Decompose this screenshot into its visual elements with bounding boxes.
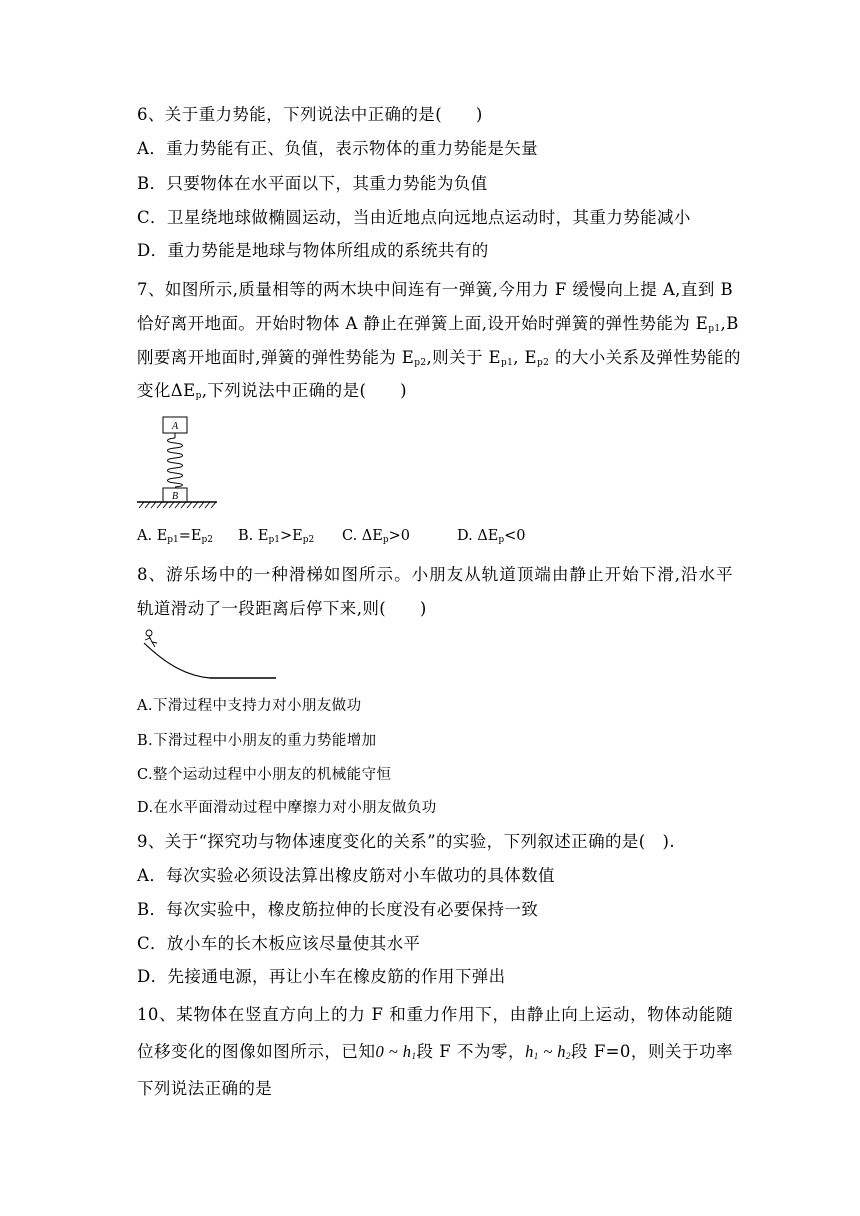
q9-option-b: B．每次实验中，橡皮筋拉伸的长度没有必要保持一致	[137, 900, 539, 919]
q7-option-d: D. $\Delta E_p<0$	[457, 528, 526, 545]
q9-option-a: A．每次实验必须设法算出橡皮筋对小车做功的具体数值	[137, 866, 555, 885]
q7-stem-line4: 变化$\Delta E_p$,下列说法中正确的是( )	[137, 381, 407, 401]
q8-option-c: C.整个运动过程中小朋友的机械能守恒	[137, 767, 392, 783]
q7-spring-figure	[135, 414, 220, 512]
q7-stem-line3: 刚要离开地面时,弹簧的弹性势能为 $E_{p2}$,则关于 $E_{p1}$, $E_{p2}$ 的大小关系及弹性势能的	[137, 348, 741, 368]
q7-option-a: A. $E_{p1}=E_{p2}$	[137, 528, 214, 545]
ground-hatch	[139, 502, 216, 508]
q6-option-a: A．重力势能有正、负值，表示物体的重力势能是矢量	[137, 139, 539, 158]
q8-stem-line2: 轨道滑动了一段距离后停下来,则( )	[137, 599, 427, 618]
math-range-h1-h2: $h_1$ ~ $h_2$	[525, 1042, 571, 1061]
q6-option-c: C．卫星绕地球做椭圆运动，当由近地点向远地点运动时，其重力势能减小	[137, 208, 691, 227]
child-head	[146, 630, 152, 636]
spring-coil	[168, 438, 183, 487]
q6-stem: 6、关于重力势能，下列说法中正确的是( )	[137, 105, 483, 124]
q8-option-d: D.在水平面滑动过程中摩擦力对小朋友做负功	[137, 800, 437, 816]
q7-option-b: B. $E_{p1}>E_{p2}$	[238, 528, 315, 545]
q10-stem-line3: 下列说法正确的是	[137, 1079, 273, 1098]
q9-option-c: C．放小车的长木板应该尽量使其水平	[137, 934, 421, 953]
slide-curve	[144, 643, 210, 678]
q7-stem-line1: 7、如图所示,质量相等的两木块中间连有一弹簧,今用力 F 缓慢向上提 A,直到 B	[137, 280, 733, 299]
q10-stem-line1: 10、某物体在竖直方向上的力 F 和重力作用下，由静止向上运动，物体动能随	[137, 1005, 733, 1024]
q6-option-d: D．重力势能是地球与物体所组成的系统共有的	[137, 241, 489, 260]
q8-slide-figure	[138, 628, 280, 684]
q9-option-d: D．先接通电源，再让小车在橡皮筋的作用下弹出	[137, 967, 506, 986]
q8-option-a: A.下滑过程中支持力对小朋友做功	[137, 698, 362, 714]
math-range-0-h1: 0 ~ $h_1$	[375, 1042, 417, 1061]
q7-stem-line2: 恰好离开地面。开始时物体 A 静止在弹簧上面,设开始时弹簧的弹性势能为 $E_{p1},B$	[137, 314, 739, 334]
q9-stem: 9、关于“探究功与物体速度变化的关系”的实验，下列叙述正确的是( ).	[137, 832, 675, 851]
q10-stem-line2: 位移变化的图像如图所示，已知0 ~ $h_1$段 F 不为零，$h_1$ ~ $h_2$段 F=0，则关于功率	[137, 1042, 734, 1061]
q8-option-b: B.下滑过程中小朋友的重力势能增加	[137, 733, 377, 749]
q8-stem-line1: 8、游乐场中的一种滑梯如图所示。小朋友从轨道顶端由静止开始下滑,沿水平	[137, 565, 733, 584]
block-b-label: B	[171, 491, 179, 502]
block-a-label: A	[171, 421, 179, 432]
q6-option-b: B．只要物体在水平面以下，其重力势能为负值	[137, 174, 488, 193]
q7-option-c: C. $\Delta E_p>0$	[342, 528, 410, 545]
